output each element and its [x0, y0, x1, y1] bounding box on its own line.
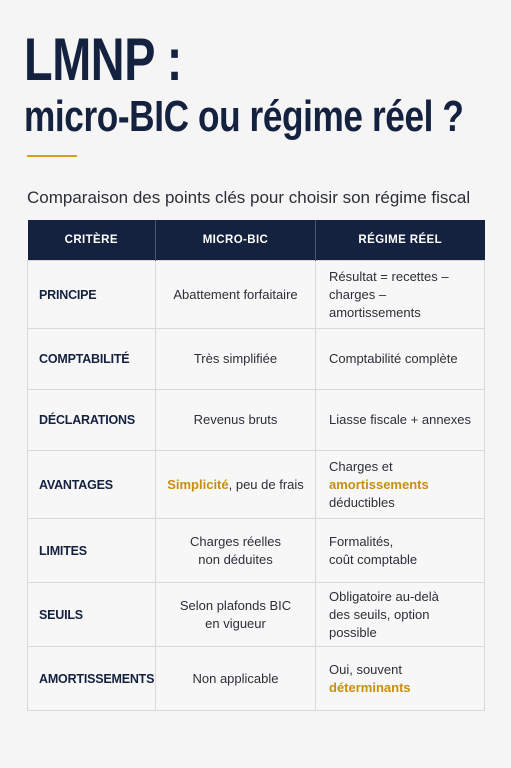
cell-text: Obligatoire au-delà: [329, 588, 439, 604]
criterion-cell: COMPTABILITÉ: [28, 329, 156, 390]
cell-text: Charges et: [329, 458, 393, 474]
criterion-cell: AVANTAGES: [28, 451, 156, 519]
highlighted-text: amortissements: [329, 476, 429, 492]
regime-reel-cell: [316, 519, 485, 583]
cell-text: Résultat = recettes –: [329, 268, 449, 284]
criterion-cell: DÉCLARATIONS: [28, 390, 156, 451]
micro-bic-cell: [156, 451, 316, 519]
header-regime-reel: RÉGIME RÉEL: [316, 220, 485, 261]
cell-text: Liasse fiscale + annexes: [329, 412, 472, 427]
table-row-avantages: [28, 451, 485, 519]
page-title-line-1: LMNP :: [24, 26, 182, 93]
table-row-declarations: [28, 390, 485, 451]
micro-bic-cell: [156, 647, 316, 711]
table-row-seuils: [28, 583, 485, 647]
criterion-cell: LIMITES: [28, 519, 156, 583]
criterion-cell: AMORTISSEMENTS: [28, 647, 156, 711]
cell-text: Abattement forfaitaire: [173, 286, 298, 302]
header-micro-bic: MICRO-BIC: [156, 220, 316, 261]
micro-bic-cell: [156, 261, 316, 329]
header-critere: CRITÈRE: [28, 220, 156, 261]
criterion-cell: PRINCIPE: [28, 261, 156, 329]
regime-reel-cell: [316, 583, 485, 647]
regime-reel-cell: [316, 261, 485, 329]
regime-reel-cell: [316, 390, 485, 451]
accent-divider: [27, 155, 77, 157]
cell-text: Non applicable: [192, 670, 279, 686]
regime-reel-cell: [316, 647, 485, 711]
comparison-table: [27, 220, 485, 711]
micro-bic-cell: [156, 583, 316, 647]
table-row-principe: [28, 261, 485, 329]
cell-text: en vigueur: [205, 615, 266, 631]
table-header-row: [28, 220, 485, 261]
cell-text: Revenus bruts: [193, 412, 278, 427]
cell-text: des seuils, option possible: [329, 606, 430, 640]
page-title-line-2: micro-BIC ou régime réel ?: [24, 92, 464, 141]
table-row-amortissements: [28, 647, 485, 711]
page-subtitle: Comparaison des points clés pour choisir son régime fiscal: [27, 188, 471, 207]
highlighted-text: déterminants: [329, 679, 411, 695]
cell-text: déductibles: [329, 494, 395, 510]
table-row-comptabilite: [28, 329, 485, 390]
micro-bic-cell: [156, 519, 316, 583]
cell-text: Formalités,: [329, 533, 394, 549]
table-row-limites: [28, 519, 485, 583]
cell-text: Oui, souvent: [329, 661, 402, 677]
cell-text: Très simplifiée: [193, 351, 278, 366]
regime-reel-cell: [316, 451, 485, 519]
cell-text: Comptabilité complète: [329, 351, 458, 366]
micro-bic-cell: [156, 329, 316, 390]
cell-text: charges – amortissements: [329, 286, 421, 320]
cell-text: non déduites: [198, 551, 273, 567]
cell-text: Charges réelles: [189, 533, 282, 549]
micro-bic-cell: [156, 390, 316, 451]
criterion-cell: SEUILS: [28, 583, 156, 647]
regime-reel-cell: [316, 329, 485, 390]
cell-text: Selon plafonds BIC: [179, 597, 292, 613]
highlighted-text: Simplicité: [167, 476, 229, 492]
cell-text: , peu de frais: [228, 476, 304, 492]
cell-text: coût comptable: [329, 551, 418, 567]
